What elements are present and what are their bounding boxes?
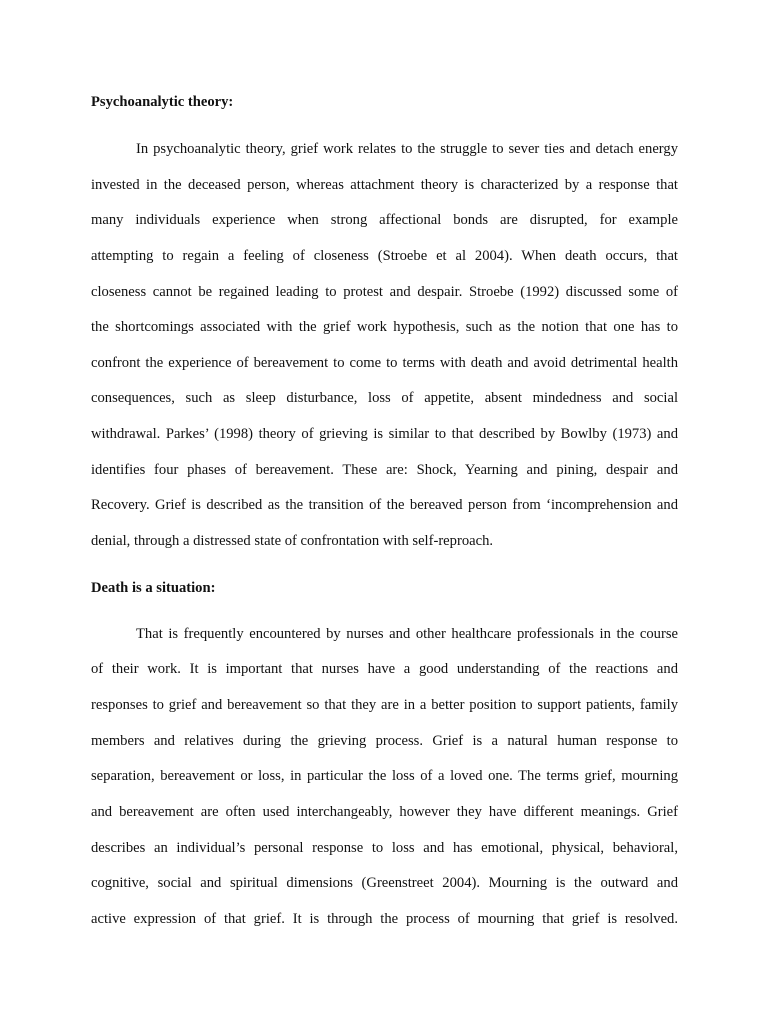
paragraph-line: denial, through a distressed state of confrontation with self-reproach. <box>91 533 494 549</box>
paragraph-line: closeness cannot be regained leading to protest and despair. Stroebe (1992) discussed some of <box>91 284 678 300</box>
paragraph-line: of their work. It is important that nurses have a good understanding of the reactions and <box>91 661 678 677</box>
paragraph-line: withdrawal. Parkes’ (1998) theory of grieving is similar to that described by Bowlby (1973) and <box>91 426 678 442</box>
paragraph-line: describes an individual’s personal response to loss and has emotional, physical, behavioral, <box>91 840 678 856</box>
paragraph-line: That is frequently encountered by nurses and other healthcare professionals in the course <box>136 626 678 642</box>
paragraph-line: confront the experience of bereavement to come to terms with death and avoid detrimental health <box>91 355 678 371</box>
paragraph-line: invested in the deceased person, whereas attachment theory is characterized by a response that <box>91 177 678 193</box>
paragraph-line: Recovery. Grief is described as the transition of the bereaved person from ‘incomprehension and <box>91 497 678 513</box>
paragraph-line: and bereavement are often used interchangeably, however they have different meanings. Grief <box>91 804 678 820</box>
paragraph-line: many individuals experience when strong affectional bonds are disrupted, for example <box>91 212 678 228</box>
section-heading-death-is-a-situation: Death is a situation: <box>91 580 216 596</box>
paragraph-line: active expression of that grief. It is through the process of mourning that grief is resolved. <box>91 911 678 927</box>
paragraph-line: consequences, such as sleep disturbance, loss of appetite, absent mindedness and social <box>91 390 678 406</box>
paragraph-line: the shortcomings associated with the grief work hypothesis, such as the notion that one has to <box>91 319 678 335</box>
paragraph-line: attempting to regain a feeling of closeness (Stroebe et al 2004). When death occurs, that <box>91 248 678 264</box>
paragraph-line: separation, bereavement or loss, in particular the loss of a loved one. The terms grief, mourning <box>91 768 678 784</box>
paragraph-line: members and relatives during the grieving process. Grief is a natural human response to <box>91 733 678 749</box>
paragraph-line: In psychoanalytic theory, grief work relates to the struggle to sever ties and detach energy <box>136 141 678 157</box>
paragraph-line: identifies four phases of bereavement. These are: Shock, Yearning and pining, despair and <box>91 462 678 478</box>
paragraph-line: cognitive, social and spiritual dimensions (Greenstreet 2004). Mourning is the outward and <box>91 875 678 891</box>
paragraph-line: responses to grief and bereavement so that they are in a better position to support patients, family <box>91 697 678 713</box>
section-heading-psychoanalytic-theory: Psychoanalytic theory: <box>91 94 234 110</box>
